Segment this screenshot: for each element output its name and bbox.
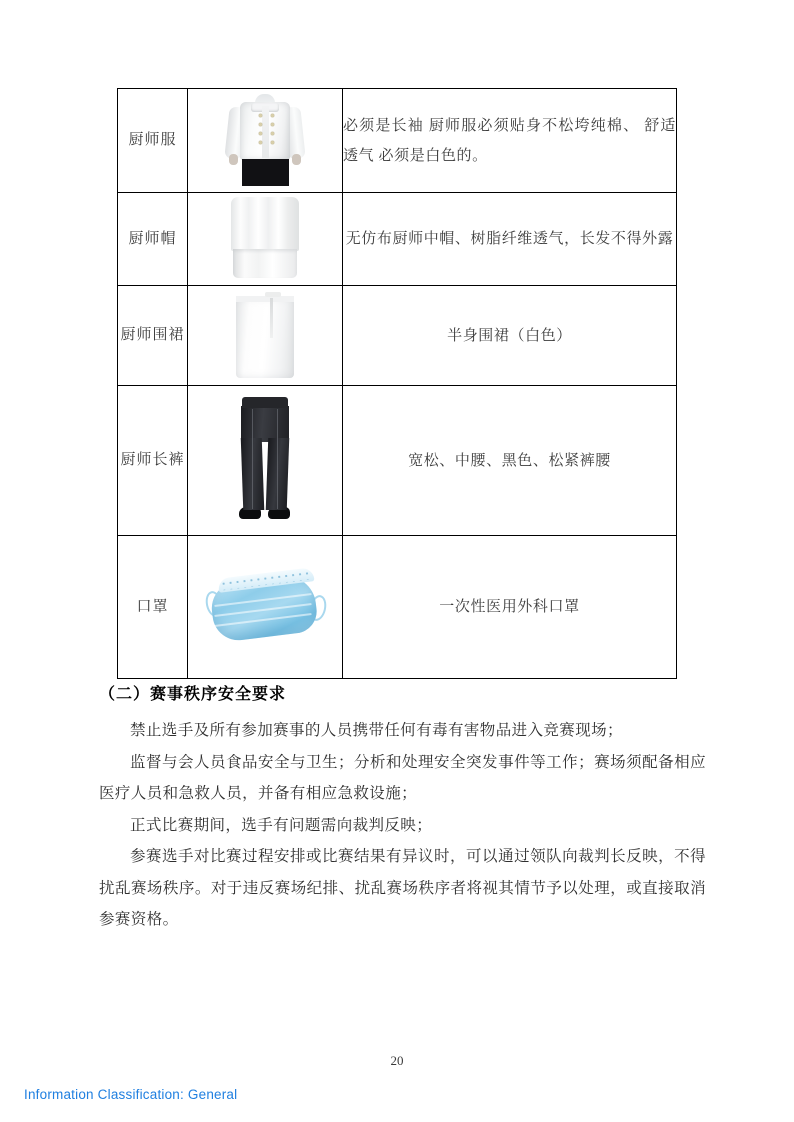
chef-jacket-image bbox=[213, 90, 317, 186]
item-name-cell: 厨师服 bbox=[118, 89, 188, 193]
item-image-cell bbox=[188, 193, 343, 286]
paragraph: 参赛选手对比赛过程安排或比赛结果有异议时，可以通过领队向裁判长反映，不得扰乱赛场秩序。对于违反赛场纪排、扰乱赛场秩序者将视其情节予以处理，或直接取消参赛资格。 bbox=[99, 848, 706, 928]
item-description-cell: 无仿布厨师中帽、树脂纤维透气，长发不得外露 bbox=[343, 193, 677, 286]
item-image-cell bbox=[188, 286, 343, 386]
section-body bbox=[99, 715, 706, 936]
surgical-mask-image bbox=[200, 557, 330, 653]
chef-pants-image bbox=[225, 393, 305, 523]
table-row bbox=[118, 193, 677, 286]
section-heading: （二）赛事秩序安全要求 bbox=[99, 686, 287, 703]
item-description-cell: 一次性医用外科口罩 bbox=[343, 536, 677, 679]
chef-hat-image bbox=[223, 194, 307, 280]
table-row bbox=[118, 89, 677, 193]
item-image-cell bbox=[188, 386, 343, 536]
item-description-cell: 半身围裙（白色） bbox=[343, 286, 677, 386]
item-name-cell: 口罩 bbox=[118, 536, 188, 679]
item-name-cell: 厨师帽 bbox=[118, 193, 188, 286]
item-image-cell bbox=[188, 89, 343, 193]
item-image-cell bbox=[188, 536, 343, 679]
table-row bbox=[118, 286, 677, 386]
item-description-cell: 宽松、中腰、黑色、松紧裤腰 bbox=[343, 386, 677, 536]
page-number: 20 bbox=[390, 1053, 404, 1068]
paragraph: 禁止选手及所有参加赛事的人员携带任何有毒有害物品进入竞赛现场； bbox=[130, 722, 623, 739]
table-row bbox=[118, 386, 677, 536]
item-description-cell: 必须是长袖 厨师服必须贴身不松垮纯棉、 舒适透气 必须是白色的。 bbox=[343, 89, 677, 193]
paragraph: 监督与会人员食品安全与卫生；分析和处理安全突发事件等工作；赛场须配备相应医疗人员和急救人员，并备有相应急救设施； bbox=[99, 753, 706, 802]
classification-label: Information Classification: General bbox=[24, 1087, 238, 1102]
paragraph: 正式比赛期间，选手有问题需向裁判反映； bbox=[130, 816, 433, 834]
item-name-cell: 厨师围裙 bbox=[118, 286, 188, 386]
uniform-requirements-table bbox=[117, 88, 677, 679]
chef-apron-image bbox=[227, 286, 303, 380]
table-row bbox=[118, 536, 677, 679]
item-name-cell: 厨师长裤 bbox=[118, 386, 188, 536]
